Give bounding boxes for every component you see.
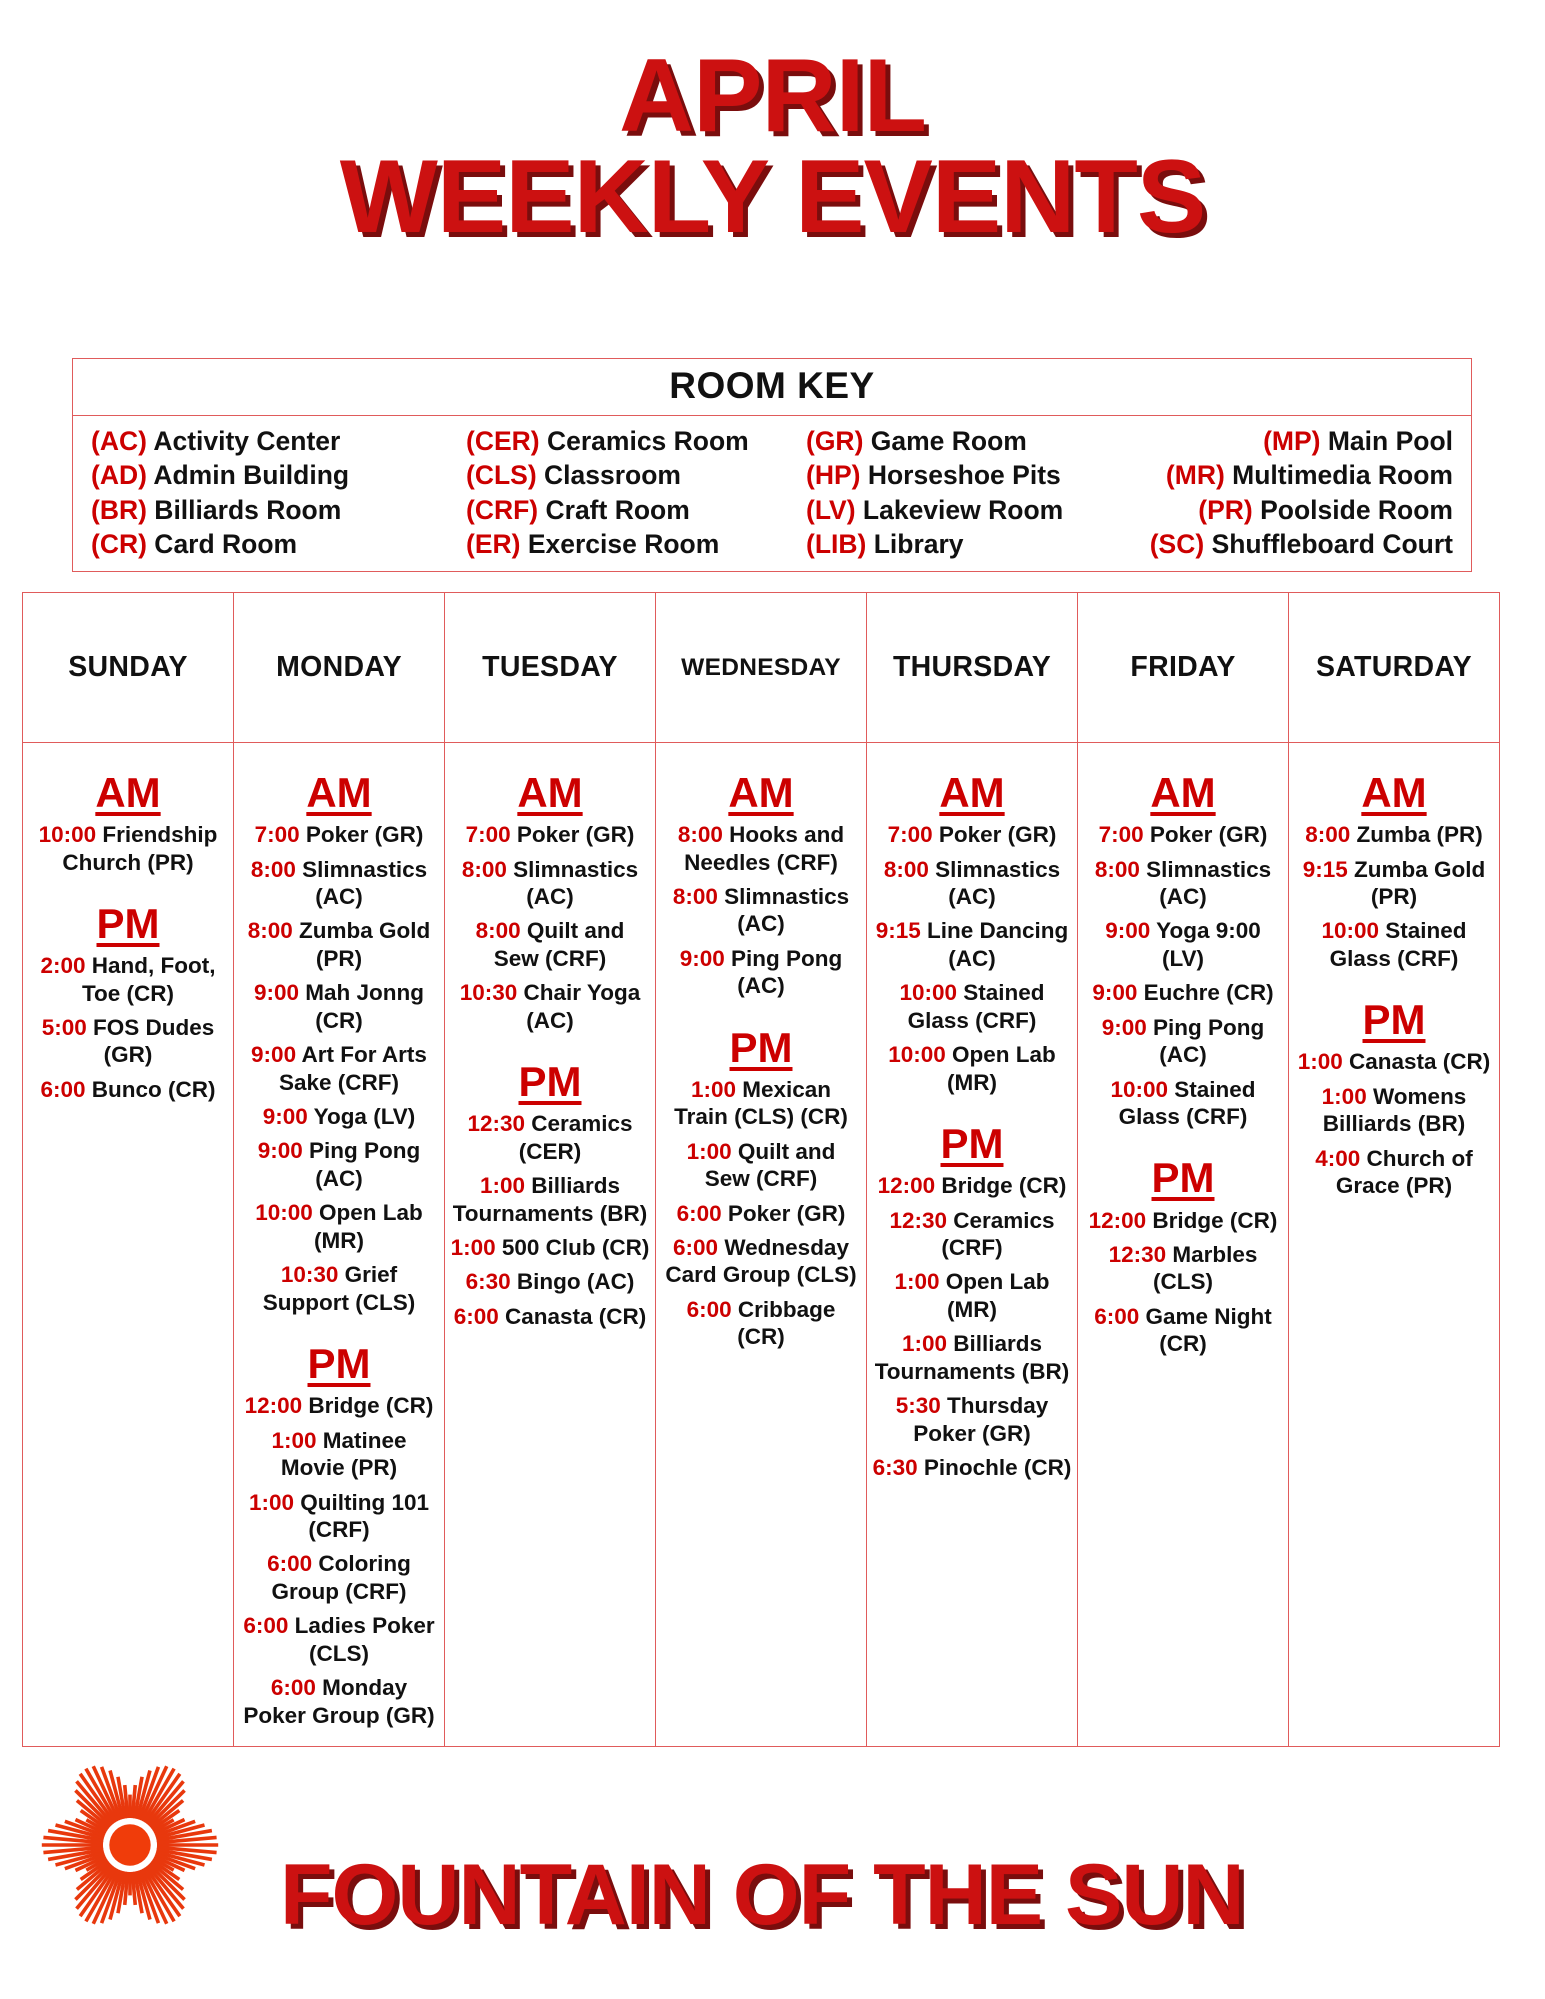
room-key-code: (HP) bbox=[806, 460, 861, 491]
room-key-code: (AC) bbox=[91, 426, 147, 456]
event-time: 4:00 bbox=[1315, 1145, 1361, 1171]
event-item[interactable] bbox=[239, 1550, 439, 1605]
event-time: 12:30 bbox=[889, 1207, 947, 1233]
event-item[interactable] bbox=[1294, 1083, 1494, 1138]
room-key-name: Craft Room bbox=[538, 494, 690, 525]
event-time: 1:00 bbox=[450, 1235, 496, 1260]
room-key-item bbox=[1198, 494, 1453, 526]
event-name: Slimnastics (AC) bbox=[928, 856, 1061, 909]
event-time: 12:30 bbox=[467, 1111, 525, 1137]
event-time: 8:00 bbox=[475, 918, 521, 944]
event-name: Ping Pong (AC) bbox=[724, 945, 843, 999]
day-header-label: THURSDAY bbox=[892, 651, 1052, 683]
room-key-item bbox=[466, 494, 806, 526]
event-name: Mah Jonng (CR) bbox=[299, 980, 425, 1033]
event-time: 9:00 bbox=[1092, 980, 1138, 1006]
event-time: 9:00 bbox=[1101, 1014, 1147, 1040]
event-time: 5:30 bbox=[895, 1393, 941, 1419]
event-item[interactable] bbox=[450, 1234, 650, 1261]
event-name: Monday Poker Group (GR) bbox=[243, 1675, 435, 1728]
room-key-name: Poolside Room bbox=[1252, 494, 1453, 525]
event-time: 8:00 bbox=[250, 856, 296, 882]
event-item[interactable] bbox=[239, 1489, 439, 1544]
day-events bbox=[1078, 743, 1288, 1623]
event-name: Stained Glass (CRF) bbox=[1118, 1076, 1256, 1130]
am-heading: AM bbox=[306, 769, 372, 816]
event-item[interactable] bbox=[450, 1110, 650, 1165]
pm-heading: PM bbox=[729, 1023, 793, 1071]
title-subtitle: WEEKLY EVENTS bbox=[339, 138, 1206, 255]
day-column-thursday bbox=[867, 593, 1078, 1746]
room-key-code: (AD) bbox=[91, 460, 147, 491]
event-time: 1:00 bbox=[1297, 1049, 1343, 1075]
event-item[interactable] bbox=[239, 1199, 439, 1254]
event-item[interactable] bbox=[872, 1268, 1072, 1323]
day-column-sunday bbox=[23, 593, 234, 1746]
event-item[interactable] bbox=[28, 1014, 228, 1069]
am-heading: AM bbox=[728, 769, 794, 816]
pm-heading: PM bbox=[518, 1058, 582, 1106]
day-column-tuesday bbox=[445, 593, 656, 1746]
event-name: Friendship Church (PR) bbox=[62, 822, 218, 875]
event-time: 8:00 bbox=[1305, 822, 1351, 848]
event-item[interactable] bbox=[1294, 1145, 1494, 1200]
room-key-item bbox=[466, 459, 806, 491]
day-events bbox=[1289, 743, 1499, 1623]
event-item[interactable] bbox=[872, 979, 1072, 1034]
day-events bbox=[23, 743, 233, 1623]
event-time: 10:00 bbox=[1321, 918, 1379, 944]
day-events bbox=[445, 743, 655, 1623]
event-item[interactable] bbox=[661, 1234, 861, 1289]
room-key-name: Card Room bbox=[146, 528, 298, 559]
event-name: Line Dancing (AC) bbox=[920, 918, 1069, 971]
room-key-name: Main Pool bbox=[1320, 426, 1453, 456]
day-header bbox=[445, 593, 655, 743]
event-name: Ceramics (CER) bbox=[518, 1111, 633, 1164]
room-key-name: Classroom bbox=[536, 460, 681, 491]
event-time: 9:00 bbox=[262, 1104, 308, 1130]
event-time: 12:00 bbox=[877, 1173, 936, 1199]
calendar-grid bbox=[22, 592, 1500, 1747]
event-item[interactable] bbox=[28, 821, 228, 876]
am-heading: AM bbox=[1150, 769, 1216, 816]
event-item[interactable] bbox=[1083, 856, 1283, 911]
pm-heading: PM bbox=[940, 1120, 1004, 1168]
title-month: APRIL bbox=[619, 38, 926, 154]
room-key-name: Billiards Room bbox=[146, 494, 342, 525]
event-time: 6:00 bbox=[267, 1551, 313, 1577]
event-item[interactable] bbox=[1294, 856, 1494, 911]
event-item[interactable] bbox=[239, 1103, 439, 1130]
event-time: 6:00 bbox=[270, 1675, 316, 1701]
event-name: Poker (GR) bbox=[932, 822, 1057, 848]
pm-heading: PM bbox=[96, 899, 160, 947]
event-name: Game Night (CR) bbox=[1139, 1303, 1272, 1357]
event-item[interactable] bbox=[872, 1041, 1072, 1096]
event-time: 12:30 bbox=[1108, 1242, 1167, 1267]
event-time: 12:00 bbox=[1088, 1207, 1147, 1233]
event-name: Poker (GR) bbox=[1143, 822, 1268, 848]
event-time: 5:00 bbox=[41, 1014, 87, 1040]
room-key-name: Multimedia Room bbox=[1224, 460, 1453, 491]
room-key-name: Shuffleboard Court bbox=[1204, 528, 1453, 559]
event-time: 7:00 bbox=[465, 822, 511, 848]
event-name: Hooks and Needles (CRF) bbox=[684, 822, 845, 875]
event-time: 12:00 bbox=[244, 1393, 303, 1419]
day-header-label: FRIDAY bbox=[1130, 651, 1236, 683]
event-name: Church of Grace (PR) bbox=[1335, 1145, 1473, 1199]
event-name: Thursday Poker (GR) bbox=[913, 1393, 1049, 1446]
day-column-wednesday bbox=[656, 593, 867, 1746]
event-name: Ceramics (CRF) bbox=[941, 1207, 1055, 1260]
day-header-label: SUNDAY bbox=[68, 651, 188, 683]
page-title bbox=[0, 0, 1545, 255]
event-name: Poker (GR) bbox=[510, 822, 635, 848]
event-name: Slimnastics (AC) bbox=[717, 883, 850, 937]
event-item[interactable] bbox=[1083, 1076, 1283, 1131]
event-name: Zumba Gold (PR) bbox=[292, 918, 431, 971]
event-name: Slimnastics (AC) bbox=[295, 856, 428, 909]
day-events bbox=[234, 743, 444, 1746]
day-column-saturday bbox=[1289, 593, 1499, 1746]
room-key-item bbox=[466, 528, 806, 560]
room-key-list bbox=[73, 416, 1471, 571]
day-header-label: SATURDAY bbox=[1315, 651, 1472, 683]
event-time: 6:00 bbox=[673, 1235, 719, 1260]
room-key-code: (CER) bbox=[466, 426, 540, 456]
event-item[interactable] bbox=[239, 1392, 439, 1419]
event-time: 1:00 bbox=[479, 1173, 525, 1199]
event-item[interactable] bbox=[1083, 821, 1283, 848]
event-item[interactable] bbox=[28, 952, 228, 1007]
room-key-item bbox=[1263, 425, 1453, 457]
room-key-code: (PR) bbox=[1198, 494, 1253, 525]
event-time: 1:00 bbox=[901, 1331, 947, 1357]
event-item[interactable] bbox=[239, 979, 439, 1034]
room-key-name: Lakeview Room bbox=[855, 494, 1064, 525]
event-item[interactable] bbox=[239, 856, 439, 911]
event-item[interactable] bbox=[239, 1427, 439, 1482]
room-key-item bbox=[466, 425, 806, 457]
room-key-item bbox=[806, 494, 1096, 526]
event-name: Ping Pong (AC) bbox=[1146, 1014, 1265, 1068]
event-time: 6:00 bbox=[676, 1200, 722, 1226]
event-name: Hand, Foot, Toe (CR) bbox=[81, 953, 216, 1006]
event-time: 9:15 bbox=[875, 918, 921, 944]
event-time: 1:00 bbox=[894, 1269, 940, 1295]
day-column-friday bbox=[1078, 593, 1289, 1746]
event-time: 10:00 bbox=[38, 822, 97, 848]
event-name: 500 Club (CR) bbox=[495, 1235, 650, 1260]
room-key-code: (MP) bbox=[1263, 426, 1321, 456]
event-name: Open Lab (MR) bbox=[312, 1200, 423, 1253]
event-time: 1:00 bbox=[248, 1489, 294, 1515]
room-key-code: (MR) bbox=[1165, 460, 1225, 491]
event-item[interactable] bbox=[450, 917, 650, 972]
event-name: Matinee Movie (PR) bbox=[280, 1427, 407, 1481]
event-name: Art For Arts Sake (CRF) bbox=[278, 1042, 427, 1095]
room-key-item bbox=[1150, 528, 1453, 560]
event-time: 9:00 bbox=[257, 1138, 303, 1164]
room-key-item bbox=[91, 459, 466, 491]
am-heading: AM bbox=[1361, 769, 1427, 816]
room-key-code: (LV) bbox=[806, 494, 856, 525]
event-item[interactable] bbox=[1294, 917, 1494, 972]
event-item[interactable] bbox=[239, 1261, 439, 1316]
room-key-code: (ER) bbox=[466, 528, 521, 559]
event-item[interactable] bbox=[239, 1137, 439, 1192]
event-item[interactable] bbox=[872, 856, 1072, 911]
event-name: Mexican Train (CLS) (CR) bbox=[674, 1076, 848, 1130]
event-name: Zumba Gold (PR) bbox=[1347, 856, 1486, 909]
pm-heading: PM bbox=[307, 1340, 371, 1388]
room-key-code: (CR) bbox=[91, 528, 147, 559]
room-key-column bbox=[1096, 425, 1453, 560]
event-name: Yoga (LV) bbox=[307, 1104, 416, 1130]
event-time: 6:30 bbox=[872, 1455, 918, 1481]
day-header bbox=[234, 593, 444, 743]
event-item[interactable] bbox=[661, 883, 861, 938]
room-key-item bbox=[806, 425, 1096, 457]
day-column-monday bbox=[234, 593, 445, 1746]
event-name: Yoga 9:00 (LV) bbox=[1150, 918, 1261, 971]
event-name: Slimnastics (AC) bbox=[506, 856, 639, 909]
room-key-column bbox=[466, 425, 806, 560]
event-time: 10:00 bbox=[1110, 1076, 1168, 1102]
event-name: Slimnastics (AC) bbox=[1139, 856, 1272, 909]
event-name: Womens Billiards (BR) bbox=[1322, 1083, 1467, 1137]
event-time: 10:30 bbox=[459, 980, 518, 1006]
event-name: Quilting 101 (CRF) bbox=[294, 1489, 430, 1542]
event-item[interactable] bbox=[450, 979, 650, 1034]
room-key-item bbox=[91, 425, 466, 457]
day-header bbox=[1289, 593, 1499, 743]
event-time: 8:00 bbox=[677, 822, 723, 848]
room-key-name: Admin Building bbox=[146, 460, 350, 491]
room-key-code: (BR) bbox=[91, 494, 147, 525]
room-key-code: (CRF) bbox=[466, 494, 539, 525]
event-item[interactable] bbox=[450, 1172, 650, 1227]
day-events bbox=[656, 743, 866, 1623]
event-time: 10:00 bbox=[888, 1042, 946, 1068]
event-name: Zumba (PR) bbox=[1350, 822, 1483, 848]
event-name: Chair Yoga (AC) bbox=[517, 980, 641, 1033]
event-item[interactable] bbox=[872, 1392, 1072, 1447]
event-name: Cribbage (CR) bbox=[731, 1296, 836, 1350]
event-item[interactable] bbox=[239, 917, 439, 972]
event-item[interactable] bbox=[661, 821, 861, 876]
event-item[interactable] bbox=[1083, 917, 1283, 972]
event-name: Open Lab (MR) bbox=[939, 1269, 1050, 1322]
event-name: Grief Support (CLS) bbox=[262, 1262, 416, 1315]
event-time: 10:00 bbox=[899, 980, 957, 1006]
event-time: 1:00 bbox=[1321, 1083, 1367, 1109]
event-time: 6:00 bbox=[1094, 1303, 1140, 1329]
day-header bbox=[656, 593, 866, 743]
event-item[interactable] bbox=[239, 1612, 439, 1667]
event-time: 1:00 bbox=[271, 1427, 317, 1453]
event-time: 10:00 bbox=[255, 1200, 313, 1226]
event-time: 8:00 bbox=[1094, 856, 1140, 882]
event-time: 9:00 bbox=[253, 980, 300, 1006]
pm-heading: PM bbox=[1362, 996, 1426, 1044]
event-item[interactable] bbox=[872, 1172, 1072, 1199]
room-key-code: (CLS) bbox=[466, 460, 537, 491]
room-key-code: (LIB) bbox=[806, 528, 867, 559]
event-item[interactable] bbox=[661, 945, 861, 1000]
event-item[interactable] bbox=[1083, 1241, 1283, 1296]
event-item[interactable] bbox=[239, 821, 439, 848]
event-item[interactable] bbox=[450, 856, 650, 911]
room-key-item bbox=[806, 459, 1096, 491]
event-time: 9:00 bbox=[1105, 918, 1151, 944]
event-name: Bingo (AC) bbox=[510, 1269, 635, 1295]
event-item[interactable] bbox=[1294, 1048, 1494, 1075]
am-heading: AM bbox=[939, 769, 1005, 816]
event-item[interactable] bbox=[661, 1138, 861, 1193]
event-name: Bridge (CR) bbox=[302, 1393, 434, 1419]
room-key-code: (SC) bbox=[1149, 528, 1205, 559]
event-item[interactable] bbox=[239, 1674, 439, 1729]
day-header bbox=[1078, 593, 1288, 743]
event-name: Billiards Tournaments (BR) bbox=[452, 1173, 648, 1226]
room-key-name: Horseshoe Pits bbox=[860, 460, 1061, 491]
event-item[interactable] bbox=[28, 1076, 228, 1103]
event-item[interactable] bbox=[661, 1200, 861, 1227]
event-time: 6:30 bbox=[465, 1269, 511, 1295]
day-header-label: MONDAY bbox=[276, 651, 402, 683]
event-name: Bridge (CR) bbox=[1146, 1207, 1278, 1233]
event-item[interactable] bbox=[872, 917, 1072, 972]
room-key-item bbox=[1166, 459, 1453, 491]
room-key-panel bbox=[72, 358, 1472, 572]
event-item[interactable] bbox=[872, 1330, 1072, 1385]
event-item[interactable] bbox=[661, 1076, 861, 1131]
event-name: Canasta (CR) bbox=[498, 1303, 647, 1329]
event-time: 1:00 bbox=[690, 1076, 736, 1102]
pm-heading: PM bbox=[1151, 1154, 1215, 1202]
event-time: 7:00 bbox=[254, 822, 300, 848]
day-header-label: TUESDAY bbox=[482, 651, 618, 683]
event-time: 10:30 bbox=[280, 1262, 339, 1288]
event-time: 2:00 bbox=[40, 953, 86, 979]
room-key-item bbox=[91, 528, 466, 560]
event-item[interactable] bbox=[239, 1041, 439, 1096]
event-item[interactable] bbox=[872, 1207, 1072, 1262]
event-name: Canasta (CR) bbox=[1342, 1049, 1491, 1075]
room-key-code: (GR) bbox=[806, 426, 864, 456]
event-item[interactable] bbox=[1083, 1014, 1283, 1069]
event-item[interactable] bbox=[1083, 1303, 1283, 1358]
room-key-name: Activity Center bbox=[146, 426, 341, 456]
event-time: 8:00 bbox=[247, 918, 293, 944]
event-name: Poker (GR) bbox=[299, 822, 424, 848]
event-name: Ladies Poker (CLS) bbox=[288, 1613, 435, 1666]
event-item[interactable] bbox=[661, 1296, 861, 1351]
event-time: 6:00 bbox=[243, 1613, 289, 1639]
day-header-label: WEDNESDAY bbox=[681, 653, 841, 681]
event-item[interactable] bbox=[1083, 979, 1283, 1006]
event-name: Wednesday Card Group (CLS) bbox=[665, 1235, 857, 1288]
event-time: 1:00 bbox=[686, 1138, 732, 1164]
room-key-heading: ROOM KEY bbox=[73, 359, 1471, 416]
event-item[interactable] bbox=[1294, 821, 1494, 848]
day-header bbox=[23, 593, 233, 743]
event-time: 8:00 bbox=[883, 856, 929, 882]
day-header bbox=[867, 593, 1077, 743]
event-item[interactable] bbox=[872, 1454, 1072, 1481]
event-time: 6:00 bbox=[40, 1076, 86, 1102]
day-events bbox=[867, 743, 1077, 1623]
event-time: 9:15 bbox=[1302, 856, 1348, 882]
event-name: Billiards Tournaments (BR) bbox=[874, 1331, 1070, 1384]
room-key-column bbox=[806, 425, 1096, 560]
event-name: Pinochle (CR) bbox=[917, 1455, 1072, 1481]
room-key-name: Game Room bbox=[863, 426, 1027, 456]
event-item[interactable] bbox=[872, 821, 1072, 848]
event-time: 7:00 bbox=[1098, 822, 1144, 848]
event-item[interactable] bbox=[450, 821, 650, 848]
room-key-name: Exercise Room bbox=[520, 528, 720, 559]
event-time: 7:00 bbox=[887, 822, 933, 848]
event-name: Quilt and Sew (CRF) bbox=[493, 918, 625, 971]
event-name: Marbles (CLS) bbox=[1153, 1242, 1258, 1295]
event-item[interactable] bbox=[1083, 1207, 1283, 1234]
room-key-item bbox=[91, 494, 466, 526]
event-name: Stained Glass (CRF) bbox=[1329, 918, 1467, 971]
event-time: 6:00 bbox=[686, 1296, 732, 1322]
room-key-name: Ceramics Room bbox=[539, 426, 749, 456]
page-footer bbox=[0, 1763, 1545, 1953]
event-name: Quilt and Sew (CRF) bbox=[704, 1138, 836, 1192]
event-name: Poker (GR) bbox=[721, 1200, 846, 1226]
room-key-name: Library bbox=[866, 528, 964, 559]
event-item[interactable] bbox=[450, 1303, 650, 1330]
footer-brand: FOUNTAIN OF THE SUN bbox=[280, 1847, 1244, 1943]
event-name: Coloring Group (CRF) bbox=[271, 1551, 411, 1604]
event-name: Euchre (CR) bbox=[1137, 980, 1274, 1006]
event-time: 9:00 bbox=[251, 1042, 297, 1068]
event-time: 6:00 bbox=[453, 1303, 499, 1329]
event-item[interactable] bbox=[450, 1268, 650, 1295]
event-name: Ping Pong (AC) bbox=[302, 1138, 421, 1191]
event-name: Bunco (CR) bbox=[85, 1076, 216, 1102]
room-key-column bbox=[91, 425, 466, 560]
sunburst-logo bbox=[40, 1755, 220, 1935]
event-name: Open Lab (MR) bbox=[945, 1042, 1056, 1095]
event-name: FOS Dudes (GR) bbox=[86, 1014, 215, 1068]
room-key-item bbox=[806, 528, 1096, 560]
event-name: Bridge (CR) bbox=[935, 1173, 1067, 1199]
am-heading: AM bbox=[517, 769, 583, 816]
event-name: Stained Glass (CRF) bbox=[907, 980, 1045, 1033]
event-time: 8:00 bbox=[461, 856, 507, 882]
am-heading: AM bbox=[95, 769, 161, 816]
event-time: 9:00 bbox=[679, 945, 725, 971]
event-time: 8:00 bbox=[672, 883, 718, 909]
